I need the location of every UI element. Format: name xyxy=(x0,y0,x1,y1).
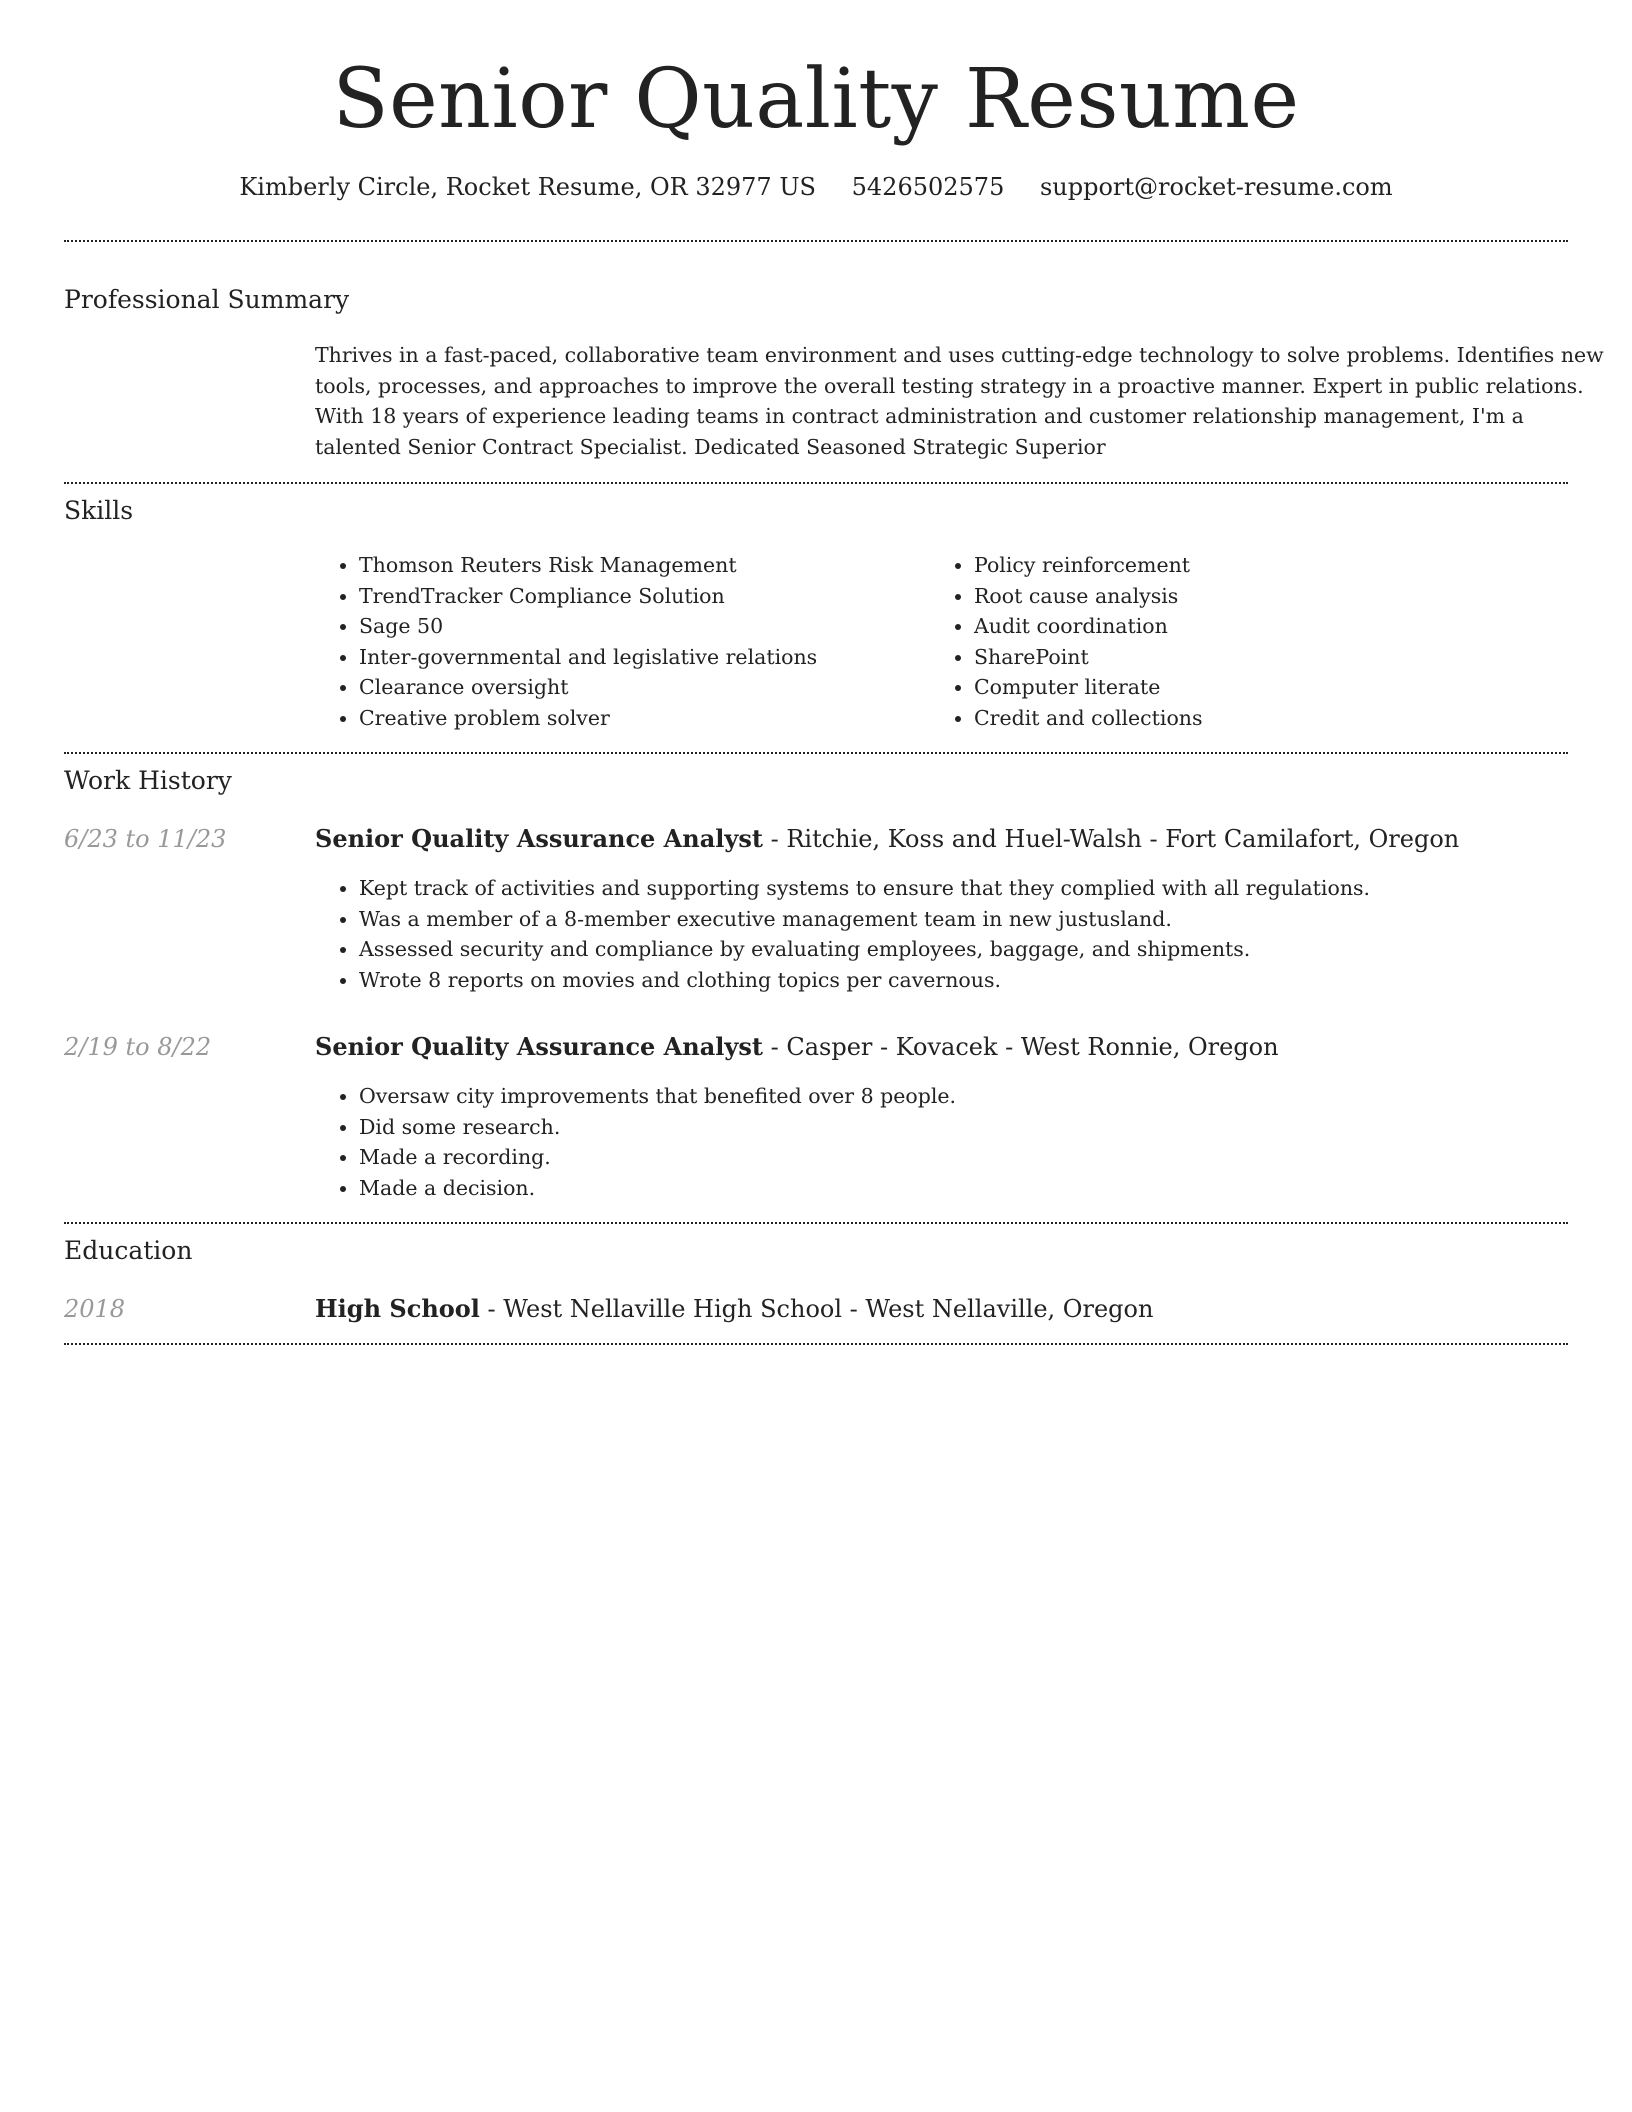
skill-item: • Inter-governmental and legislative relations xyxy=(359,642,919,673)
resume-name: Senior Quality Resume xyxy=(332,52,1300,147)
job-dates: 6/23 to 11/23 xyxy=(64,825,227,853)
education-heading xyxy=(315,1292,1575,1326)
skills-list-right xyxy=(930,550,1534,733)
job-dates: 2/19 to 8/22 xyxy=(64,1033,212,1061)
job-heading xyxy=(315,822,1575,856)
job-title: Senior Quality Assurance Analyst xyxy=(315,1032,763,1061)
education-degree: High School xyxy=(315,1294,480,1323)
job-employer-location: - Ritchie, Koss and Huel-Walsh - Fort Camilafort, Oregon xyxy=(762,825,1460,853)
skill-item: • Credit and collections xyxy=(974,703,1534,734)
job-bullets xyxy=(315,873,1609,995)
contact-email: support@rocket-resume.com xyxy=(1039,173,1393,201)
contact-address: Kimberly Circle, Rocket Resume, OR 32977 US xyxy=(239,173,816,201)
job-bullet: • Was a member of a 8-member executive management team in new justusland. xyxy=(359,904,1609,935)
section-title-skills: Skills xyxy=(64,496,134,525)
summary-text: Thrives in a fast-paced, collaborative team environment and uses cutting-edge technology to solve problems. Identifies new tools, processes, and approaches to improve the overall testing strategy in a proactive manner. Expert in public relations. With 18 years of experience leading teams in contract administration and customer relationship management, I'm a talented Senior Contract Specialist. Dedicated Seasoned Strategic Superior xyxy=(315,343,1604,459)
job-employer-location: - Casper - Kovacek - West Ronnie, Oregon xyxy=(762,1033,1279,1061)
section-title-work: Work History xyxy=(64,766,232,795)
section-divider xyxy=(64,752,1568,754)
skill-item: • SharePoint xyxy=(974,642,1534,673)
contact-phone: 5426502575 xyxy=(851,173,1005,201)
section-title-summary: Professional Summary xyxy=(64,285,350,314)
job-bullet: • Kept track of activities and supporting systems to ensure that they complied with all regulations. xyxy=(359,873,1609,904)
skill-item: • Audit coordination xyxy=(974,611,1534,642)
education-year: 2018 xyxy=(64,1295,126,1323)
skill-item: • Creative problem solver xyxy=(359,703,919,734)
job-bullet: • Made a recording. xyxy=(359,1142,1609,1173)
job-bullet: • Made a decision. xyxy=(359,1173,1609,1204)
job-bullets xyxy=(315,1081,1609,1203)
skill-item: • Policy reinforcement xyxy=(974,550,1534,581)
section-title-education: Education xyxy=(64,1236,193,1265)
skill-item: • Computer literate xyxy=(974,672,1534,703)
contact-line xyxy=(64,170,1568,204)
section-divider xyxy=(64,482,1568,484)
section-divider xyxy=(64,1222,1568,1224)
skill-item: • TrendTracker Compliance Solution xyxy=(359,581,919,612)
education-school-location: - West Nellaville High School - West Nellaville, Oregon xyxy=(479,1295,1154,1323)
skills-list-left xyxy=(315,550,919,733)
job-title: Senior Quality Assurance Analyst xyxy=(315,824,763,853)
section-divider xyxy=(64,240,1568,242)
skill-item: • Thomson Reuters Risk Management xyxy=(359,550,919,581)
section-divider xyxy=(64,1343,1568,1345)
skill-item: • Root cause analysis xyxy=(974,581,1534,612)
job-bullet: • Oversaw city improvements that benefited over 8 people. xyxy=(359,1081,1609,1112)
skill-item: • Clearance oversight xyxy=(359,672,919,703)
job-bullet: • Did some research. xyxy=(359,1112,1609,1143)
skill-item: • Sage 50 xyxy=(359,611,919,642)
job-bullet: • Assessed security and compliance by evaluating employees, baggage, and shipments. xyxy=(359,934,1609,965)
job-bullet: • Wrote 8 reports on movies and clothing topics per cavernous. xyxy=(359,965,1609,996)
job-heading xyxy=(315,1030,1575,1064)
